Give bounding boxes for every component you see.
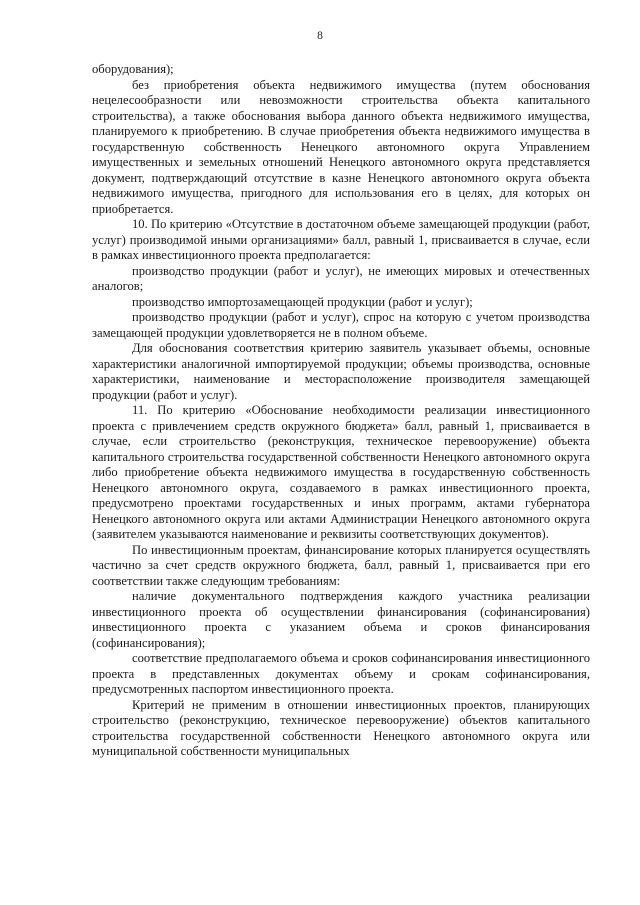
page-number: 8 bbox=[317, 30, 323, 42]
paragraph: Критерий не применим в отношении инвестиционных проектов, планирующих строительство (реконструкцию, техническое перевооружение) объектов капитального строительства государственной собственности Ненецкого автономного округа или муниципальной собственности муниципальных bbox=[92, 697, 590, 758]
paragraph: Для обоснования соответствия критерию заявитель указывает объемы, основные характеристики аналогичной импортируемой продукции; объемы производства, основные характеристики, наименование и месторасположение производителя замещающей продукции (работ и услуг). bbox=[92, 341, 590, 402]
paragraph: производство продукции (работ и услуг), спрос на которую с учетом производства замещающей продукции удовлетворяется не в полном объеме. bbox=[92, 310, 590, 340]
paragraph: соответствие предполагаемого объема и сроков софинансирования инвестиционного проекта в представленных документах объему и срокам софинансирования, предусмотренных паспортом инвестиционного проекта. bbox=[92, 651, 590, 696]
paragraph: производство импортозамещающей продукции (работ и услуг); bbox=[132, 294, 473, 309]
paragraph: 10. По критерию «Отсутствие в достаточном объеме замещающей продукции (работ, услуг) производимой иными организациями» балл, равный 1, присваивается в случае, если в рамках инвестиционного проекта предполагается: bbox=[92, 217, 590, 262]
paragraph: 11. По критерию «Обоснование необходимости реализации инвестиционного проекта с привлечением средств окружного бюджета» балл, равный 1, присваивается в случае, если строительство (реконструкция, техническое перевооружение) объекта капитального строительства государственной собственности Ненецкого автономного округа либо приобретение объекта недвижимого имущества в государственную собственность Ненецкого автономного округа, создаваемого в рамках инвестиционного проекта, предусмотрено проектами государственных и иных программ, актами губернатора Ненецкого автономного округа или актами Администрации Ненецкого автономного округа (заявителем указываются наименование и реквизиты соответствующих документов). bbox=[92, 403, 590, 541]
paragraph: без приобретения объекта недвижимого имущества (путем обоснования нецелесообразности или невозможности строительства объекта капитального строительства), а также обоснования выбора данного объекта недвижимого имущества, планируемого к приобретению. В случае приобретения объекта недвижимого имущества в государственную собственность Ненецкого автономного округа Управлением имущественных и земельных отношений Ненецкого автономного округа представляется документ, подтверждающий отсутствие в казне Ненецкого автономного округа объекта недвижимого имущества, пригодного для использования его в целях, для которых он приобретается. bbox=[92, 77, 590, 216]
document-body bbox=[92, 62, 590, 760]
paragraph: По инвестиционным проектам, финансирование которых планируется осуществлять частично за счет средств окружного бюджета, балл, равный 1, присваивается при его соответствии также следующим требованиям: bbox=[92, 542, 590, 588]
paragraph: наличие документального подтверждения каждого участника реализации инвестиционного проекта об осуществлении финансирования (софинансирования) инвестиционного проекта с указанием объема и сроков финансирования (софинансирования); bbox=[92, 589, 590, 650]
paragraph: оборудования); bbox=[92, 62, 174, 76]
paragraph: производство продукции (работ и услуг), не имеющих мировых и отечественных аналогов; bbox=[92, 263, 590, 293]
